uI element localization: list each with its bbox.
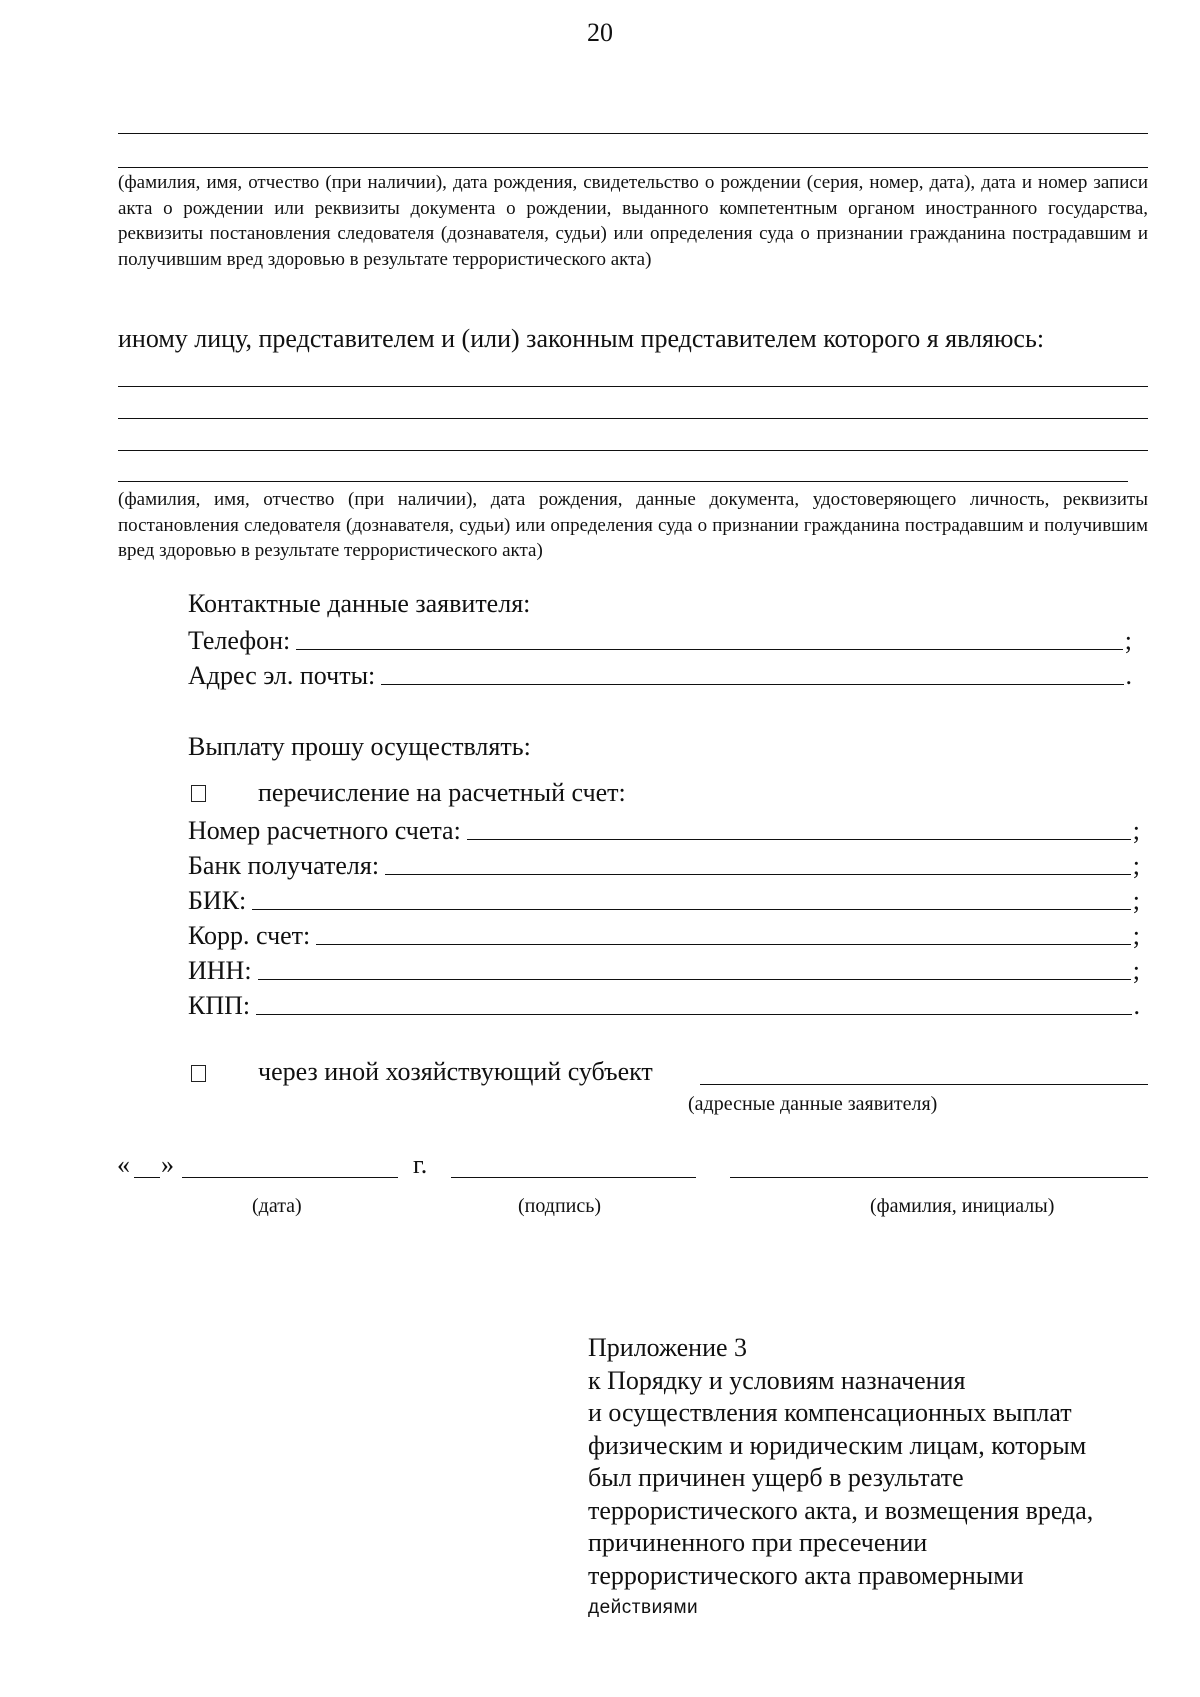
row-terminator: ; (1132, 851, 1140, 880)
day-field[interactable] (134, 1177, 160, 1178)
field-label: Корр. счет: (188, 921, 311, 950)
row-terminator: ; (1132, 921, 1140, 950)
row-terminator: ; (1132, 816, 1140, 845)
field-label: БИК: (188, 886, 247, 915)
blank-line[interactable] (118, 167, 1148, 168)
kpp-row (188, 987, 1140, 1021)
appendix-line: был причинен ущерб в результате (588, 1463, 964, 1492)
appendix-line: причиненного при пресечении (588, 1528, 928, 1557)
blank-line[interactable] (118, 418, 1148, 419)
field-label: ИНН: (188, 956, 252, 985)
bank-row (188, 847, 1140, 881)
row-terminator: ; (1132, 886, 1140, 915)
transfer-option-label: перечисление на расчетный счет: (258, 778, 626, 807)
blank-line[interactable] (118, 450, 1148, 451)
inn-field[interactable] (258, 979, 1131, 980)
appendix-line: террористического акта, и возмещения вреда, (588, 1495, 1094, 1525)
signature-caption: (подпись) (518, 1195, 602, 1217)
row-terminator: ; (1124, 626, 1132, 655)
appendix-line: к Порядку и условиям назначения (588, 1365, 966, 1395)
account-number-row (188, 812, 1140, 846)
name-field[interactable] (730, 1177, 1148, 1178)
contacts-heading: Контактные данные заявителя: (188, 589, 531, 618)
year-suffix: г. (413, 1150, 428, 1179)
appendix-line: физическим и юридическим лицам, которым (588, 1430, 1087, 1460)
row-terminator: ; (1132, 956, 1140, 985)
phone-label: Телефон: (188, 626, 291, 655)
bik-row (188, 882, 1140, 916)
bank-field[interactable] (385, 874, 1131, 875)
other-person-text: иному лицу, представителем и (или) законным представителем которого я являюсь: (118, 324, 1045, 353)
caption-representative-details: (фамилия, имя, отчество (при наличии), дата рождения, данные документа, удостоверяющего личность, реквизиты постановления следователя (дознавателя, судьи) или определения суда о признании гражданина пострадавшим и получившим вред здоровью в результате террористического акта) (118, 489, 1148, 561)
phone-row (188, 622, 1132, 656)
caption-child-details: (фамилия, имя, отчество (при наличии), дата рождения, свидетельство о рождении (серия, номер, дата), дата и номер записи акта о рождении или реквизиты документа о рождении, выданного компетентным органом иностранного государства, реквизиты постановления следователя (дознавателя, судьи) или определения суда о признании гражданина пострадавшим и получившим вред здоровью в результате террористического акта) (118, 172, 1148, 270)
inn-row (188, 952, 1140, 986)
appendix-header (588, 1332, 1168, 1625)
corr-account-row (188, 917, 1140, 951)
email-row (188, 657, 1132, 691)
corr-account-field[interactable] (316, 944, 1130, 945)
page-number: 20 (587, 18, 613, 47)
blank-line[interactable] (118, 386, 1148, 387)
other-entity-caption: (адресные данные заявителя) (688, 1093, 938, 1115)
blank-line[interactable] (118, 481, 1128, 482)
name-caption: (фамилия, инициалы) (870, 1195, 1055, 1217)
payment-heading: Выплату прошу осуществлять: (188, 732, 531, 761)
bik-field[interactable] (252, 909, 1130, 910)
email-label: Адрес эл. почты: (188, 661, 376, 690)
field-label: Банк получателя: (188, 851, 380, 880)
date-quote-close: » (161, 1150, 174, 1179)
date-quote-open: « (117, 1150, 130, 1179)
field-label: КПП: (188, 991, 251, 1020)
blank-line[interactable] (118, 133, 1148, 134)
month-year-field[interactable] (182, 1177, 398, 1178)
other-entity-checkbox[interactable] (191, 1065, 206, 1082)
date-caption: (дата) (252, 1195, 302, 1217)
transfer-checkbox[interactable] (191, 785, 206, 802)
other-entity-field[interactable] (700, 1084, 1148, 1085)
other-entity-option-label: через иной хозяйствующий субъект (258, 1057, 653, 1086)
appendix-line: Приложение 3 (588, 1333, 748, 1362)
field-label: Номер расчетного счета: (188, 816, 461, 845)
row-terminator: . (1125, 661, 1132, 690)
phone-field[interactable] (296, 649, 1123, 650)
appendix-line: и осуществления компенсационных выплат (588, 1398, 1072, 1427)
row-terminator: . (1133, 991, 1140, 1020)
account-number-field[interactable] (467, 839, 1131, 840)
signature-field[interactable] (451, 1177, 696, 1178)
kpp-field[interactable] (256, 1014, 1131, 1015)
email-field[interactable] (381, 684, 1123, 685)
appendix-line: террористического акта правомерными (588, 1560, 1024, 1590)
appendix-line: действиями (588, 1597, 699, 1618)
